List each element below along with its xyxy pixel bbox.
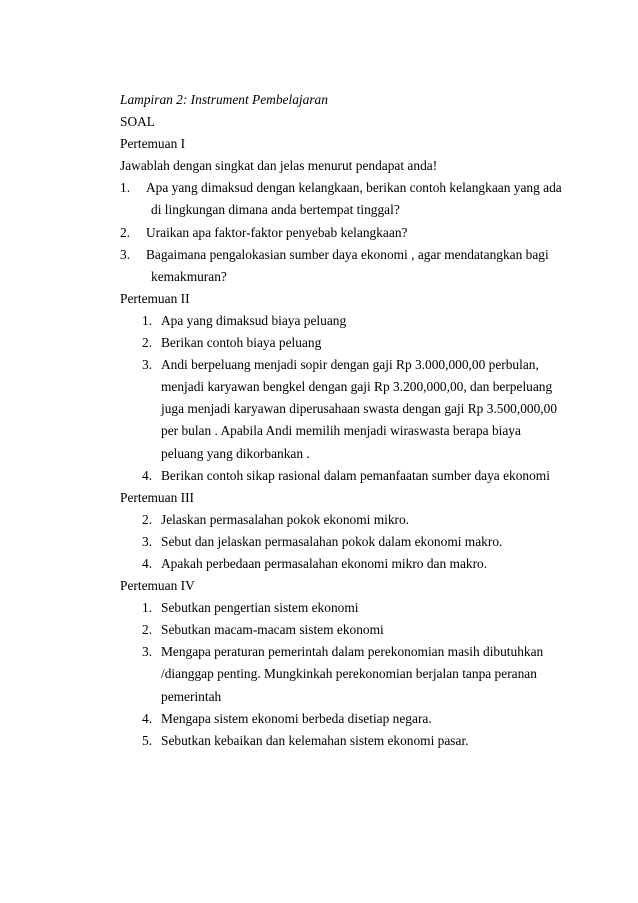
question-item (120, 708, 550, 730)
question-item (120, 509, 550, 531)
soal-heading: SOAL (120, 114, 155, 130)
question-text-continued: per bulan . Apabila Andi memilih menjadi wiraswasta berapa biaya (161, 423, 521, 439)
question-number: 3. (142, 644, 153, 660)
question-item (120, 222, 550, 244)
question-text: Apa yang dimaksud dengan kelangkaan, berikan contoh kelangkaan yang ada (146, 180, 562, 196)
question-item (120, 354, 550, 376)
question-text: Mengapa peraturan pemerintah dalam perekonomian masih dibutuhkan (161, 644, 544, 660)
question-text-continued: menjadi karyawan bengkel dengan gaji Rp 3.200,000,00, dan berpeluang (161, 379, 553, 395)
question-number: 4. (142, 467, 153, 483)
question-text: Bagaimana pengalokasian sumber daya ekonomi , agar mendatangkan bagi (146, 246, 549, 262)
question-text: Andi berpeluang menjadi sopir dengan gaji Rp 3.000,000,00 perbulan, (161, 357, 539, 373)
document-page (120, 89, 562, 752)
question-text-continued: /dianggap penting. Mungkinkah perekonomian berjalan tanpa peranan (161, 666, 537, 682)
question-text-continued: peluang yang dikorbankan . (161, 445, 310, 461)
question-item (120, 553, 550, 575)
question-item (120, 641, 550, 663)
question-text-continued: pemerintah (161, 688, 222, 704)
question-item (120, 332, 550, 354)
question-text: Jelaskan permasalahan pokok ekonomi mikro. (161, 511, 410, 527)
question-item (120, 177, 562, 199)
question-text: Sebutkan macam-macam sistem ekonomi (161, 622, 384, 638)
question-number: 3. (142, 357, 153, 373)
question-text-continued: di lingkungan dimana anda bertempat tinggal? (151, 202, 400, 218)
question-text: Apakah perbedaan permasalahan ekonomi mikro dan makro. (161, 555, 488, 571)
question-number: 4. (142, 710, 153, 726)
pertemuan-4-heading: Pertemuan IV (120, 578, 195, 594)
pertemuan-1-heading: Pertemuan I (120, 136, 186, 152)
question-item (120, 730, 550, 752)
question-number: 2. (142, 622, 153, 638)
question-item (120, 465, 550, 487)
question-number: 1. (142, 600, 153, 616)
question-number: 5. (142, 732, 153, 748)
question-number: 1. (142, 312, 153, 328)
question-text: Sebutkan kebaikan dan kelemahan sistem ekonomi pasar. (161, 732, 469, 748)
question-item (120, 597, 550, 619)
question-number: 3. (120, 246, 131, 262)
question-number: 1. (120, 180, 131, 196)
question-text: Berikan contoh sikap rasional dalam pemanfaatan sumber daya ekonomi (161, 467, 550, 483)
question-number: 3. (142, 533, 153, 549)
question-item (120, 310, 550, 332)
question-number: 2. (142, 335, 153, 351)
question-text: Berikan contoh biaya peluang (161, 335, 322, 351)
question-item (120, 619, 550, 641)
question-number: 4. (142, 555, 153, 571)
question-item (120, 244, 550, 266)
question-text-continued: juga menjadi karyawan diperusahaan swasta dengan gaji Rp 3.500,000,00 (161, 401, 558, 417)
question-text: Apa yang dimaksud biaya peluang (161, 312, 347, 328)
question-text: Mengapa sistem ekonomi berbeda disetiap negara. (161, 710, 432, 726)
question-text: Sebut dan jelaskan permasalahan pokok dalam ekonomi makro. (161, 533, 503, 549)
question-item (120, 531, 550, 553)
document-title: Lampiran 2: Instrument Pembelajaran (120, 92, 328, 107)
pertemuan-2-heading: Pertemuan II (120, 290, 190, 306)
pertemuan-1-instruction: Jawablah dengan singkat dan jelas menurut pendapat anda! (120, 158, 438, 174)
question-number: 2. (120, 224, 131, 240)
question-text: Uraikan apa faktor-faktor penyebab kelangkaan? (146, 224, 408, 240)
question-text: Sebutkan pengertian sistem ekonomi (161, 600, 359, 616)
question-number: 2. (142, 511, 153, 527)
question-text-continued: kemakmuran? (151, 268, 227, 284)
pertemuan-3-heading: Pertemuan III (120, 489, 194, 505)
